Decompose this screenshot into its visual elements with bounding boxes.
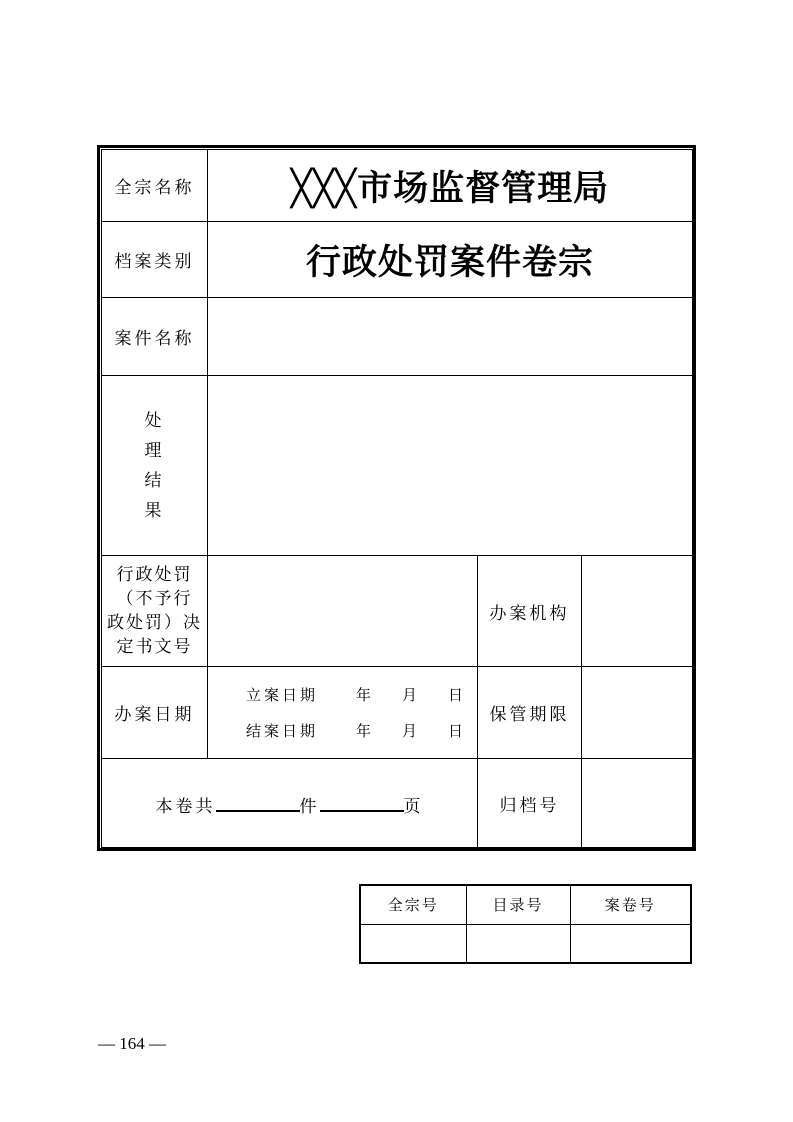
row-archive-category (102, 222, 693, 298)
decision-number-label (102, 556, 208, 667)
handling-date-label: 办案日期 (102, 667, 208, 759)
filing-date-row (246, 677, 477, 713)
row-decision (102, 556, 693, 667)
decision-label-line: 定书文号 (116, 637, 193, 657)
fonds-name-value: ╳╳╳市场监督管理局 (208, 150, 693, 222)
index-value-row (360, 924, 691, 963)
result-label-char: 处 (144, 410, 165, 431)
handling-dates (208, 667, 478, 759)
archive-category-label: 档案类别 (102, 222, 208, 298)
row-handling-date (102, 667, 693, 759)
year-unit: 年 (356, 721, 372, 740)
items-count-blank[interactable] (216, 790, 300, 812)
case-name-label: 案件名称 (102, 298, 208, 376)
pages-unit: 页 (403, 796, 424, 817)
fonds-no-field[interactable] (360, 924, 466, 963)
month-unit: 月 (402, 685, 418, 704)
day-unit: 日 (448, 685, 464, 704)
day-unit: 日 (448, 721, 464, 740)
decision-label-line: 行政处罚 (116, 565, 193, 585)
volume-no-header: 案卷号 (570, 885, 691, 924)
row-case-name (102, 298, 693, 376)
decision-label-line: （不予行 (116, 589, 193, 609)
index-header-row (360, 885, 691, 924)
row-volume (102, 759, 693, 848)
closing-date-row (246, 713, 477, 749)
catalog-no-field[interactable] (466, 924, 570, 963)
decision-label-line: 政处罚）决 (107, 613, 202, 633)
archive-number-label: 归档号 (478, 759, 582, 848)
archive-number-field[interactable] (582, 759, 693, 848)
catalog-no-header: 目录号 (466, 885, 570, 924)
year-unit: 年 (356, 685, 372, 704)
items-unit: 件 (299, 796, 320, 817)
archive-cover-table (101, 149, 693, 848)
volume-prefix: 本卷共 (155, 796, 216, 817)
month-unit: 月 (402, 721, 418, 740)
retention-period-field[interactable] (582, 667, 693, 759)
handling-org-field[interactable] (582, 556, 693, 667)
page-number: — 164 — (98, 1034, 166, 1053)
decision-number-field[interactable] (208, 556, 478, 667)
case-name-field[interactable] (208, 298, 693, 376)
row-fonds-name (102, 150, 693, 222)
retention-period-label: 保管期限 (478, 667, 582, 759)
result-label-char: 结 (144, 470, 165, 491)
closing-date-label: 结案日期 (246, 721, 319, 740)
filing-date-label: 立案日期 (246, 685, 319, 704)
result-field[interactable] (208, 376, 693, 556)
handling-org-label: 办案机构 (478, 556, 582, 667)
volume-no-field[interactable] (570, 924, 691, 963)
result-label (102, 376, 208, 556)
index-table (359, 884, 692, 964)
fonds-no-header: 全宗号 (360, 885, 466, 924)
row-result (102, 376, 693, 556)
fonds-name-label: 全宗名称 (102, 150, 208, 222)
volume-count (102, 759, 478, 848)
result-label-char: 理 (144, 440, 165, 461)
pages-count-blank[interactable] (320, 790, 404, 812)
result-label-char: 果 (144, 500, 165, 521)
archive-category-value: 行政处罚案件卷宗 (208, 222, 693, 298)
